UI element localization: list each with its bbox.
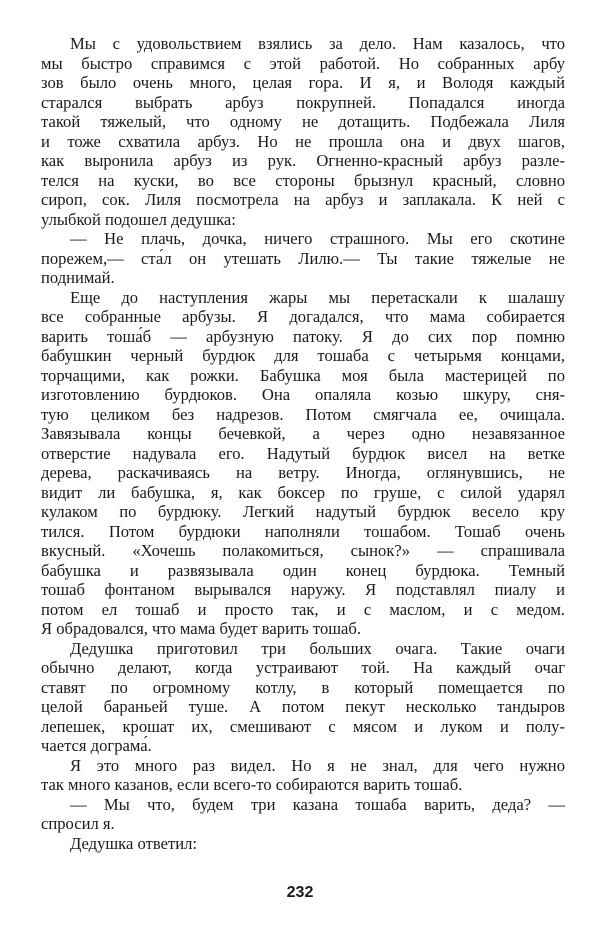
text-line: Дедушка ответил: xyxy=(70,833,197,853)
text-line: Еще до наступления жары мы перетаскали к шалашу xyxy=(70,287,565,307)
text-line: Мы с удовольствием взялись за дело. Нам казалось, что xyxy=(70,34,565,53)
text-line: и тоже схватила арбуз. Но не прошла она и двух шагов, xyxy=(41,131,565,151)
text-line: вкусный. «Хочешь полакомиться, сынок?» — спрашивала xyxy=(41,541,565,560)
text-line: лепешек, крошат их, смешивают с мясом и луком и полу- xyxy=(41,716,565,736)
text-line: изготовлению бурдюков. Она опаляла козью шкуру, сня- xyxy=(41,385,565,404)
text-line: как выронила арбуз из рук. Огненно-красный арбуз разле- xyxy=(41,151,565,170)
text-line: целой бараньей туше. А потом пекут несколько тандыров xyxy=(41,697,565,716)
text-line: кулаком по бурдюку. Легкий надутый бурдюк весело кру xyxy=(41,502,565,521)
text-line: Я обрадовался, что мама будет варить тошаб. xyxy=(41,619,361,638)
text-line: отверстие надувала его. Надутый бурдюк висел на ветке xyxy=(41,443,565,463)
text-line: варить тоша́б — арбузную патоку. Я до сих пор помню xyxy=(41,326,565,346)
text-line: так много казанов, если всего-то собираются варить тошаб. xyxy=(41,775,463,794)
text-line: телся на куски, во все стороны брызнул красный, словно xyxy=(41,170,565,190)
text-line: мы быстро справимся с этой работой. Но собранных арбу xyxy=(41,53,565,73)
paragraph xyxy=(41,34,565,229)
paragraph xyxy=(41,229,565,288)
text-line: тошаб фонтаном вырывался наружу. Я подставлял пиалу и xyxy=(41,580,565,599)
text-line: порежем,— ста́л он утешать Лилю.— Ты такие тяжелые не xyxy=(41,248,565,268)
text-line: Дедушка приготовил три больших очага. Такие очаги xyxy=(70,638,565,658)
text-line: улыбкой подошел дедушка: xyxy=(41,209,236,229)
paragraph xyxy=(41,756,565,795)
text-line: старался выбрать арбуз покрупней. Попадался иногда xyxy=(41,92,565,112)
text-line: зов было очень много, целая гора. И я, и Володя каждый xyxy=(41,73,565,92)
text-line: тился. Потом бурдюки наполняли тошабом. Тошаб очень xyxy=(41,521,565,541)
paragraph xyxy=(41,639,565,756)
text-line: обычно делают, когда устраивают той. На каждый очаг xyxy=(41,658,565,677)
book-page-text xyxy=(41,34,565,853)
text-line: все собранные арбузы. Я догадался, что мама собирается xyxy=(41,307,565,326)
text-line: бабушка и развязывала один конец бурдюка. Темный xyxy=(41,560,565,580)
text-line: Я это много раз видел. Но я не знал, для чего нужно xyxy=(70,755,565,775)
text-line: ставят по огромному котлу, в который помещается по xyxy=(41,677,565,697)
text-line: тую целиком без надрезов. Потом смягчала ее, очищала. xyxy=(41,404,565,424)
paragraph xyxy=(41,288,565,639)
text-line: видит ли бабушка, я, как боксер по груше, с силой ударял xyxy=(41,482,565,502)
text-line: потом ел тошаб и просто так, и с маслом, и с медом. xyxy=(41,599,565,619)
text-line: Завязывала концы бечевкой, а через одно незавязанное xyxy=(41,424,565,443)
text-line: — Мы что, будем три казана тошаба варить, деда? — xyxy=(70,794,565,814)
text-line: — Не плачь, дочка, ничего страшного. Мы его скотине xyxy=(70,229,565,248)
text-line: спросил я. xyxy=(41,814,115,833)
text-line: поднимай. xyxy=(41,268,115,287)
page-number: 232 xyxy=(286,884,314,901)
paragraph xyxy=(41,834,565,854)
paragraph xyxy=(41,795,565,834)
text-line: такой тяжелый, что одному не дотащить. Подбежала Лиля xyxy=(41,112,565,131)
text-line: сироп, сок. Лиля посмотрела на арбуз и заплакала. К ней с xyxy=(41,190,565,209)
text-line: чается дограма́. xyxy=(41,736,152,755)
text-line: дерева, раскачиваясь на ветру. Иногда, оглянувшись, не xyxy=(41,463,565,482)
text-line: бабушкин черный бурдюк для тошаба с четырьмя концами, xyxy=(41,346,565,365)
text-line: торчащими, как рожки. Бабушка моя была мастерицей по xyxy=(41,365,565,385)
